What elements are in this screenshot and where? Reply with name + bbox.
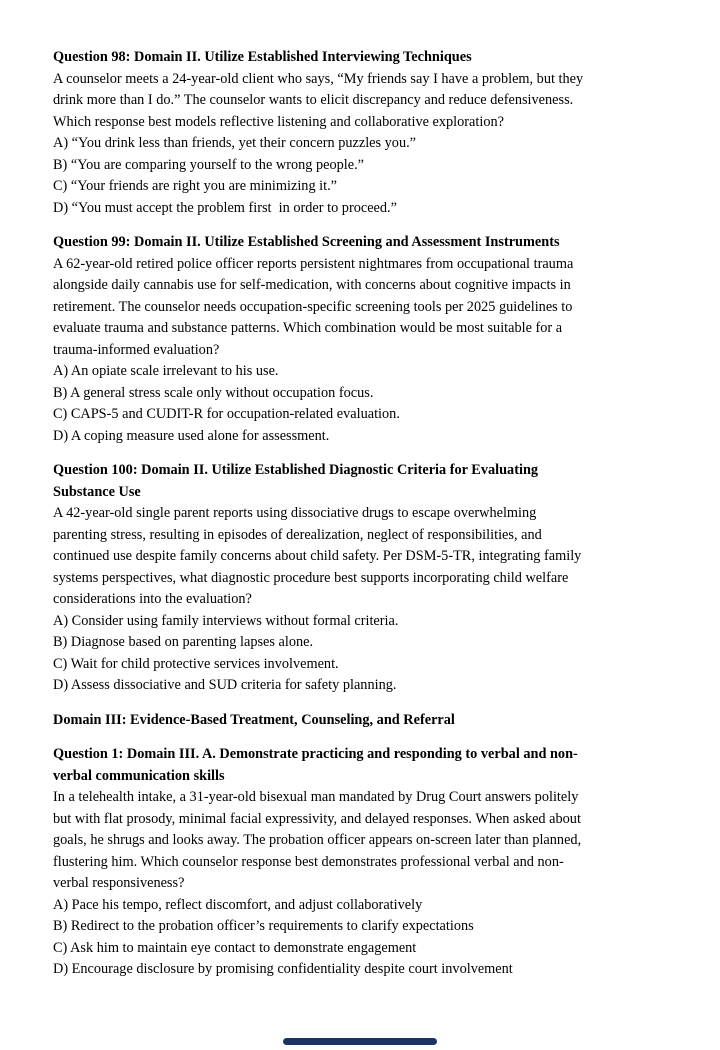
question-heading-line: Question 98: Domain II. Utilize Established Interviewing Techniques [53,49,472,65]
question-block [53,744,675,981]
question-heading-line: Question 1: Domain III. A. Demonstrate practicing and responding to verbal and non- [53,746,578,762]
question-body-line: alongside daily cannabis use for self-medication, with concerns about cognitive impacts in [53,277,571,293]
answer-option-line: A) Consider using family interviews without formal criteria. [53,612,399,629]
answer-option-line: C) Wait for child protective services involvement. [53,655,339,672]
answer-option-line: B) “You are comparing yourself to the wrong people.” [53,156,365,173]
question-heading-line: Question 99: Domain II. Utilize Established Screening and Assessment Instruments [53,234,560,250]
question-body-line: A counselor meets a 24-year-old client who says, “My friends say I have a problem, but they [53,70,584,87]
section-heading-line: Domain III: Evidence-Based Treatment, Counseling, and Referral [53,711,455,728]
question-body-line: flustering him. Which counselor response best demonstrates professional verbal and non- [53,853,564,870]
question-body-line: verbal responsiveness? [53,875,185,891]
question-body-line: systems perspectives, what diagnostic procedure best supports incorporating child welfare [53,569,569,586]
question-body-line: trauma-informed evaluation? [53,341,220,358]
answer-option-line: B) Redirect to the probation officer’s requirements to clarify expectations [53,918,474,934]
answer-option-line: A) An opiate scale irrelevant to his use. [53,363,279,379]
question-body-line: parenting stress, resulting in episodes of derealization, neglect of responsibilities, and [53,526,542,543]
question-block [53,460,675,697]
answer-option-line: A) “You drink less than friends, yet their concern puzzles you.” [53,135,417,151]
question-body-line: retirement. The counselor needs occupation-specific screening tools per 2025 guidelines to [53,298,573,315]
question-block [53,232,675,447]
answer-option-line: D) Encourage disclosure by promising confidentiality despite court involvement [53,961,513,977]
answer-option-line: C) Ask him to maintain eye contact to demonstrate engagement [53,939,417,956]
question-body-line: A 62-year-old retired police officer reports persistent nightmares from occupational trauma [53,255,574,272]
question-body-line: goals, he shrugs and looks away. The probation officer appears on-screen later than planned, [53,832,582,848]
answer-option-line: D) Assess dissociative and SUD criteria for safety planning. [53,677,397,693]
question-body-line: drink more than I do.” The counselor wants to elicit discrepancy and reduce defensiveness. [53,92,574,108]
answer-option-line: A) Pace his tempo, reflect discomfort, and adjust collaboratively [53,896,423,913]
answer-option-line: B) A general stress scale only without occupation focus. [53,384,374,401]
question-body-line: continued use despite family concerns about child safety. Per DSM-5-TR, integrating family [53,548,582,564]
question-heading-line: verbal communication skills [53,767,225,784]
home-indicator-bar[interactable] [283,1038,437,1045]
question-heading-line: Substance Use [53,483,141,500]
answer-option-line: C) CAPS-5 and CUDIT-R for occupation-related evaluation. [53,406,400,422]
question-heading-line: Question 100: Domain II. Utilize Established Diagnostic Criteria for Evaluating [53,462,539,478]
question-body-line: A 42-year-old single parent reports using dissociative drugs to escape overwhelming [53,505,537,521]
question-block [53,47,675,219]
question-body-line: considerations into the evaluation? [53,591,252,607]
question-body-line: but with flat prosody, minimal facial expressivity, and delayed responses. When asked about [53,810,581,827]
question-body-line: evaluate trauma and substance patterns. Which combination would be most suitable for a [53,320,563,336]
question-body-line: In a telehealth intake, a 31-year-old bisexual man mandated by Drug Court answers politely [53,789,579,805]
section-heading-block [53,710,675,732]
question-body-line: Which response best models reflective listening and collaborative exploration? [53,113,504,130]
question-list [53,47,675,994]
answer-option-line: B) Diagnose based on parenting lapses alone. [53,634,314,650]
answer-option-line: C) “Your friends are right you are minimizing it.” [53,178,338,194]
answer-option-line: D) “You must accept the problem first in order to proceed.” [53,199,397,216]
answer-option-line: D) A coping measure used alone for assessment. [53,427,330,444]
